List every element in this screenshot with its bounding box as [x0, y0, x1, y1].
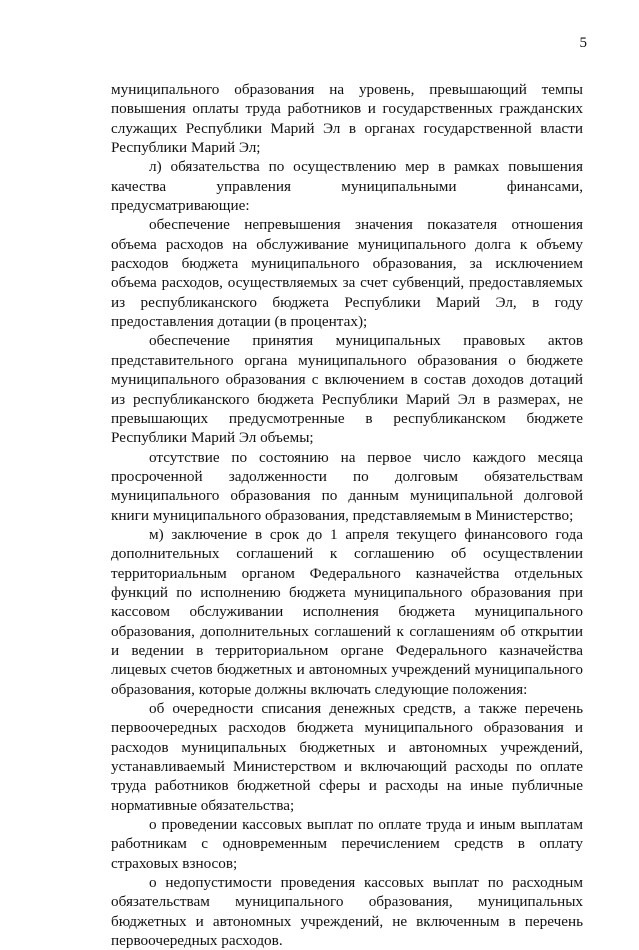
- paragraph-item-m: м) заключение в срок до 1 апреля текущего финансового года дополнительных соглашений к соглашению об осуществлении территориальным органом Федерального казначейства отдельных функций по исполнению бюджета муниципального образования при кассовом обслуживании исполнения бюджета муниципального образования, дополнительных соглашений к соглашениям об открытии и ведении в территориальном органе Федерального казначейства лицевых счетов бюджетных и автономных учреждений муниципального образования, которые должны включать следующие положения:: [111, 525, 583, 698]
- paragraph-budget-acts: обеспечение принятия муниципальных правовых актов представительного органа муниципального образования о бюджете муниципального образования с включением в состав доходов дотаций из республиканского бюджета Республики Марий Эл в размерах, не превышающих предусмотренные в республиканском бюджете Республики Марий Эл объемы;: [111, 332, 583, 447]
- paragraph-no-overdue-debt: отсутствие по состоянию на первое число каждого месяца просроченной задолженности по долговым обязательствам муниципального образования по данным муниципальной долговой книги муниципального образования, представляемым в Министерство;: [111, 448, 583, 524]
- paragraph-item-l: л) обязательства по осуществлению мер в рамках повышения качества управления муниципальными финансами, предусматривающие:: [111, 158, 583, 215]
- paragraph-debt-ratio: обеспечение непревышения значения показателя отношения объема расходов на обслуживание муниципального долга к объему расходов бюджета муниципального образования, за исключением объема расходов, осуществляемых за счет субвенций, предоставляемых из республиканского бюджета Республики Марий Эл, в году предоставления дотации (в процентах);: [111, 216, 583, 331]
- paragraph-non-priority-payments: о недопустимости проведения кассовых выплат по расходным обязательствам муниципального образования, муниципальных бюджетных и автономных учреждений, не включенным в перечень первоочередных расходов.: [111, 874, 583, 950]
- paragraph-payroll-payments: о проведении кассовых выплат по оплате труда и иным выплатам работникам с одновременным перечислением средств в оплату страховых взносов;: [111, 816, 583, 872]
- paragraph-priority-order: об очередности списания денежных средств, а также перечень первоочередных расходов бюджета муниципального образования и расходов муниципальных бюджетных и автономных учреждений, устанавливаемый Министерством и включающий расходы по оплате труда работников бюджетной сферы и расходы на иные публичные нормативные обязательства;: [111, 700, 583, 814]
- page-number: 5: [579, 35, 587, 51]
- document-body: [111, 80, 583, 950]
- paragraph-continuation: муниципального образования на уровень, превышающий темпы повышения оплаты труда работников и государственных гражданских служащих Республики Марий Эл в органах государственной власти Республики Марий Эл;: [111, 81, 583, 157]
